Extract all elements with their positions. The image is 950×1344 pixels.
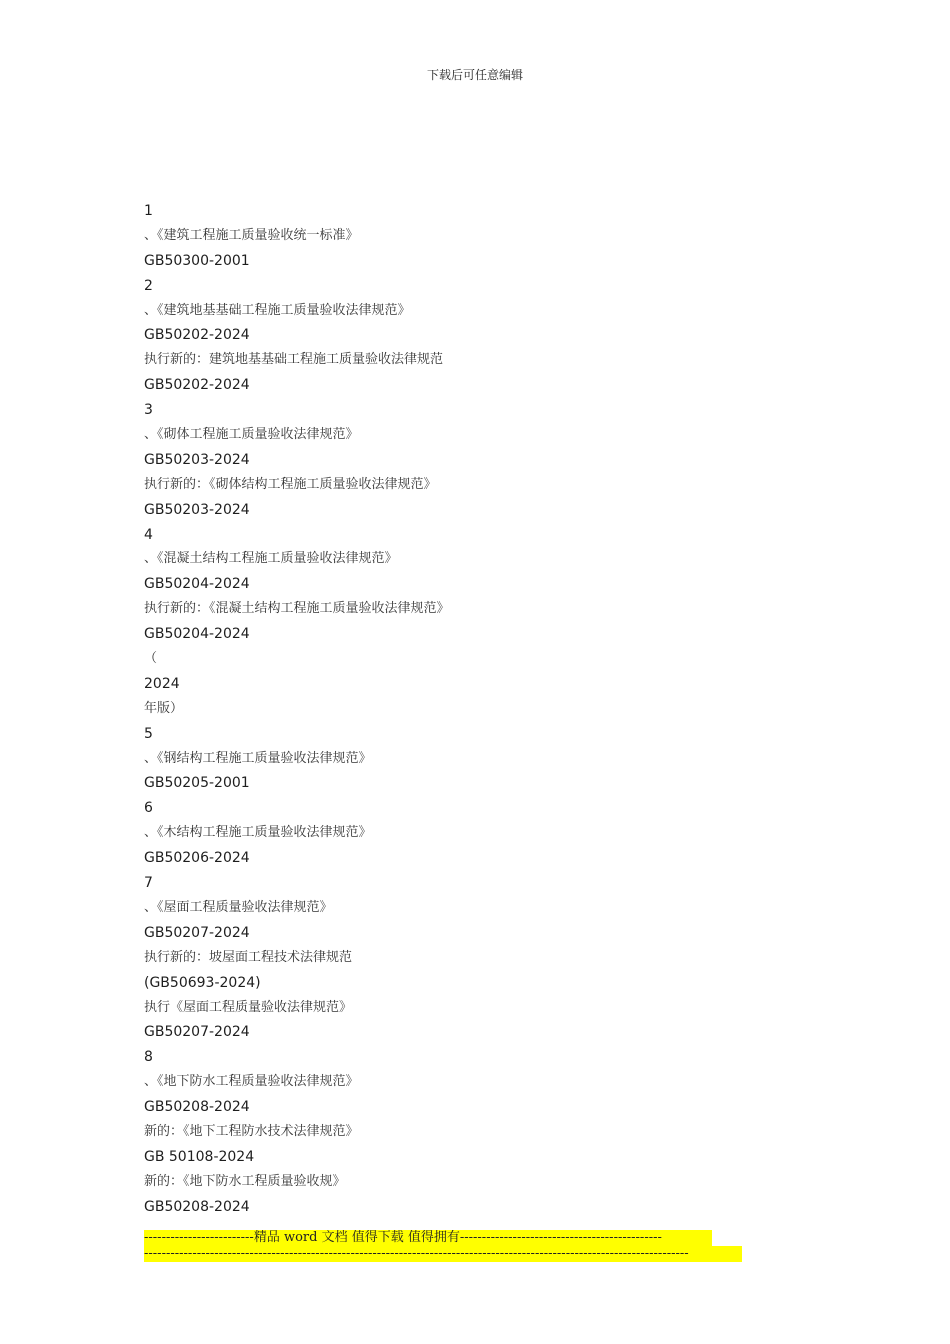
document-line: GB50208-2024 xyxy=(144,1099,250,1116)
document-line: 执行新的：建筑地基基础工程施工质量验收法律规范 xyxy=(144,352,444,368)
document-line: GB50204-2024 xyxy=(144,626,250,643)
footer-banner-line-1: -------------------------精品 word 文档 值得下载 值得拥有---------------------------------------------- xyxy=(144,1230,712,1246)
document-line: （ xyxy=(144,651,158,667)
document-line: 、《地下防水工程质量验收法律规范》 xyxy=(144,1074,359,1090)
document-line: 1 xyxy=(144,203,153,219)
document-line: 5 xyxy=(144,725,153,742)
document-line: 年版） xyxy=(144,700,184,716)
document-line: 新的：《地下工程防水技术法律规范》 xyxy=(144,1123,359,1139)
document-line: GB50207-2024 xyxy=(144,1024,250,1041)
document-line: 执行《屋面工程质量验收法律规范》 xyxy=(144,999,353,1015)
document-body xyxy=(144,199,844,1220)
document-line: 执行新的：《混凝土结构工程施工质量验收法律规范》 xyxy=(144,601,450,617)
document-line: GB50203-2024 xyxy=(144,451,250,468)
document-line: GB50203-2024 xyxy=(144,501,250,518)
document-line: 、《建筑地基基础工程施工质量验收法律规范》 xyxy=(144,302,411,318)
document-line: 3 xyxy=(144,402,153,419)
document-line: 7 xyxy=(144,875,153,892)
document-line: 2024 xyxy=(144,675,180,692)
document-line: 、《钢结构工程施工质量验收法律规范》 xyxy=(144,750,372,766)
footer-banner xyxy=(144,1230,744,1262)
document-line: 、《混凝土结构工程施工质量验收法律规范》 xyxy=(144,551,398,567)
document-line: 新的：《地下防水工程质量验收规》 xyxy=(144,1173,346,1189)
document-line: GB50300-2001 xyxy=(144,252,250,269)
document-line: GB50206-2024 xyxy=(144,850,250,867)
document-line: 2 xyxy=(144,277,153,294)
document-line: GB50204-2024 xyxy=(144,576,250,593)
document-line: GB50202-2024 xyxy=(144,377,250,394)
document-line: GB50202-2024 xyxy=(144,327,250,344)
document-line: 、《建筑工程施工质量验收统一标准》 xyxy=(144,227,359,243)
document-line: (GB50693-2024) xyxy=(144,974,261,991)
document-line: 、《木结构工程施工质量验收法律规范》 xyxy=(144,825,372,841)
document-line: 执行新的：坡屋面工程技术法律规范 xyxy=(144,949,353,965)
document-line: 4 xyxy=(144,526,153,543)
document-line: GB50205-2001 xyxy=(144,775,250,792)
document-line: 、《砌体工程施工质量验收法律规范》 xyxy=(144,427,359,443)
page-header xyxy=(0,66,950,83)
document-line: 、《屋面工程质量验收法律规范》 xyxy=(144,899,333,915)
document-line: 执行新的：《砌体结构工程施工质量验收法律规范》 xyxy=(144,476,437,492)
footer-banner-line-2: ---------------------------------------------------------------------------------------------------------------------------- xyxy=(144,1246,742,1262)
document-line: 6 xyxy=(144,800,153,817)
document-line: 8 xyxy=(144,1049,153,1066)
document-line: GB50207-2024 xyxy=(144,924,250,941)
document-line: GB 50108-2024 xyxy=(144,1148,255,1165)
header-text: 下载后可任意编辑 xyxy=(426,68,523,82)
document-line: GB50208-2024 xyxy=(144,1198,250,1215)
